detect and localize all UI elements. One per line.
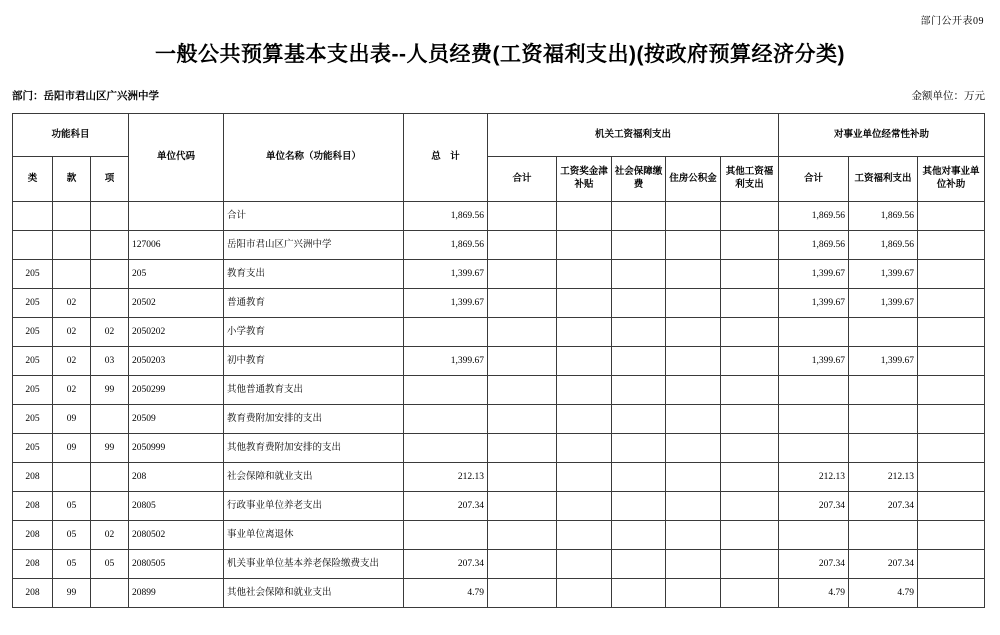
cell-func-xiang (91, 405, 129, 434)
cell-org-3 (666, 492, 721, 521)
cell-org-2 (612, 347, 666, 376)
cell-org-4 (721, 405, 779, 434)
cell-unit-name: 其他社会保障和就业支出 (224, 579, 404, 608)
cell-org-1 (557, 202, 612, 231)
cell-func-xiang (91, 289, 129, 318)
cell-func-kuan: 09 (53, 405, 91, 434)
cell-org-2 (612, 376, 666, 405)
cell-inst-1: 4.79 (849, 579, 918, 608)
cell-func-kuan: 05 (53, 492, 91, 521)
meta-row (12, 88, 985, 103)
cell-unit-code: 2050202 (129, 318, 224, 347)
cell-org-1 (557, 260, 612, 289)
cell-unit-name: 普通教育 (224, 289, 404, 318)
cell-func-kuan (53, 463, 91, 492)
header-org-subtotal: 合计 (488, 157, 557, 202)
cell-unit-code: 2080505 (129, 550, 224, 579)
cell-org-0 (488, 463, 557, 492)
cell-func-lei: 208 (13, 492, 53, 521)
department-label: 部门： (12, 90, 44, 102)
cell-org-3 (666, 202, 721, 231)
cell-org-4 (721, 260, 779, 289)
cell-func-lei: 208 (13, 579, 53, 608)
cell-inst-0 (779, 376, 849, 405)
cell-inst-1: 1,399.67 (849, 260, 918, 289)
cell-unit-name: 岳阳市君山区广兴洲中学 (224, 231, 404, 260)
cell-inst-2 (918, 492, 985, 521)
cell-total: 1,869.56 (404, 231, 488, 260)
cell-unit-name: 机关事业单位基本养老保险缴费支出 (224, 550, 404, 579)
cell-org-4 (721, 521, 779, 550)
cell-total: 207.34 (404, 550, 488, 579)
cell-inst-0 (779, 405, 849, 434)
cell-org-2 (612, 463, 666, 492)
cell-unit-code: 2080502 (129, 521, 224, 550)
cell-org-1 (557, 347, 612, 376)
cell-inst-1: 1,869.56 (849, 202, 918, 231)
table-row (13, 405, 985, 434)
cell-org-1 (557, 405, 612, 434)
cell-func-kuan: 02 (53, 376, 91, 405)
header-org-social-security: 社会保障缴费 (612, 157, 666, 202)
cell-unit-name: 小学教育 (224, 318, 404, 347)
cell-inst-2 (918, 202, 985, 231)
cell-unit-name: 其他教育费附加安排的支出 (224, 434, 404, 463)
cell-org-0 (488, 579, 557, 608)
cell-inst-0: 1,399.67 (779, 289, 849, 318)
table-row (13, 492, 985, 521)
cell-org-4 (721, 202, 779, 231)
cell-unit-code: 2050999 (129, 434, 224, 463)
cell-total: 1,399.67 (404, 260, 488, 289)
header-func-xiang: 项 (91, 157, 129, 202)
cell-func-lei: 205 (13, 405, 53, 434)
header-org-salary-bonus: 工资奖金津补贴 (557, 157, 612, 202)
cell-unit-name: 初中教育 (224, 347, 404, 376)
cell-org-0 (488, 376, 557, 405)
cell-inst-2 (918, 579, 985, 608)
cell-func-kuan: 05 (53, 550, 91, 579)
cell-unit-name: 合计 (224, 202, 404, 231)
cell-inst-1: 212.13 (849, 463, 918, 492)
cell-inst-0: 207.34 (779, 550, 849, 579)
header-func-group: 功能科目 (13, 114, 129, 157)
header-unit-name: 单位名称（功能科目） (224, 114, 404, 202)
cell-inst-2 (918, 550, 985, 579)
header-func-lei: 类 (13, 157, 53, 202)
cell-org-2 (612, 260, 666, 289)
cell-org-4 (721, 376, 779, 405)
cell-inst-0 (779, 521, 849, 550)
table-row (13, 434, 985, 463)
cell-org-3 (666, 521, 721, 550)
cell-func-xiang (91, 492, 129, 521)
cell-org-0 (488, 521, 557, 550)
cell-org-4 (721, 289, 779, 318)
cell-unit-name: 事业单位离退休 (224, 521, 404, 550)
cell-total: 1,399.67 (404, 347, 488, 376)
cell-inst-2 (918, 434, 985, 463)
header-org-housing-fund: 住房公积金 (666, 157, 721, 202)
cell-func-kuan: 02 (53, 347, 91, 376)
cell-func-lei (13, 202, 53, 231)
table-row (13, 376, 985, 405)
cell-inst-2 (918, 289, 985, 318)
cell-org-3 (666, 347, 721, 376)
cell-unit-name: 其他普通教育支出 (224, 376, 404, 405)
cell-org-3 (666, 434, 721, 463)
department-line (12, 88, 159, 103)
cell-func-lei: 205 (13, 434, 53, 463)
cell-org-0 (488, 231, 557, 260)
cell-func-kuan (53, 231, 91, 260)
cell-total: 1,399.67 (404, 289, 488, 318)
cell-org-3 (666, 260, 721, 289)
cell-total (404, 376, 488, 405)
table-row (13, 521, 985, 550)
cell-unit-name: 教育支出 (224, 260, 404, 289)
table-row (13, 318, 985, 347)
cell-unit-name: 教育费附加安排的支出 (224, 405, 404, 434)
cell-func-xiang (91, 202, 129, 231)
cell-func-xiang (91, 579, 129, 608)
cell-org-2 (612, 202, 666, 231)
cell-unit-code: 20509 (129, 405, 224, 434)
cell-func-lei: 208 (13, 463, 53, 492)
cell-func-lei: 205 (13, 318, 53, 347)
header-org-group: 机关工资福利支出 (488, 114, 779, 157)
table-row (13, 231, 985, 260)
cell-total (404, 318, 488, 347)
cell-func-xiang: 02 (91, 521, 129, 550)
cell-org-3 (666, 550, 721, 579)
cell-func-lei: 208 (13, 550, 53, 579)
table-row (13, 463, 985, 492)
cell-func-kuan: 02 (53, 289, 91, 318)
cell-inst-0: 212.13 (779, 463, 849, 492)
cell-unit-name: 社会保障和就业支出 (224, 463, 404, 492)
cell-org-1 (557, 579, 612, 608)
cell-org-0 (488, 202, 557, 231)
cell-inst-1 (849, 434, 918, 463)
cell-org-2 (612, 405, 666, 434)
cell-unit-code: 2050203 (129, 347, 224, 376)
cell-func-xiang (91, 463, 129, 492)
page-title: 一般公共预算基本支出表--人员经费(工资福利支出)(按政府预算经济分类) (155, 43, 845, 66)
cell-org-4 (721, 463, 779, 492)
budget-table (12, 113, 985, 608)
cell-org-1 (557, 289, 612, 318)
header-unit-code: 单位代码 (129, 114, 224, 202)
cell-func-xiang: 99 (91, 434, 129, 463)
cell-org-0 (488, 434, 557, 463)
cell-inst-2 (918, 318, 985, 347)
cell-inst-2 (918, 347, 985, 376)
cell-org-0 (488, 318, 557, 347)
cell-org-3 (666, 318, 721, 347)
cell-inst-0: 207.34 (779, 492, 849, 521)
cell-inst-1 (849, 318, 918, 347)
header-inst-group: 对事业单位经常性补助 (779, 114, 985, 157)
cell-inst-1: 207.34 (849, 492, 918, 521)
cell-func-kuan (53, 260, 91, 289)
cell-inst-2 (918, 376, 985, 405)
cell-org-4 (721, 231, 779, 260)
cell-org-2 (612, 521, 666, 550)
cell-org-0 (488, 289, 557, 318)
cell-func-kuan: 02 (53, 318, 91, 347)
cell-func-kuan: 05 (53, 521, 91, 550)
cell-org-3 (666, 376, 721, 405)
cell-func-kuan: 99 (53, 579, 91, 608)
cell-inst-2 (918, 463, 985, 492)
cell-org-2 (612, 579, 666, 608)
table-row (13, 260, 985, 289)
table-row (13, 579, 985, 608)
table-body (13, 202, 985, 608)
cell-inst-0: 1,869.56 (779, 202, 849, 231)
cell-org-4 (721, 347, 779, 376)
cell-inst-1: 1,399.67 (849, 347, 918, 376)
cell-org-2 (612, 492, 666, 521)
cell-func-xiang (91, 231, 129, 260)
cell-func-lei: 205 (13, 289, 53, 318)
cell-inst-2 (918, 231, 985, 260)
cell-unit-code (129, 202, 224, 231)
cell-org-3 (666, 579, 721, 608)
cell-org-3 (666, 405, 721, 434)
cell-inst-1: 207.34 (849, 550, 918, 579)
cell-func-lei: 205 (13, 260, 53, 289)
cell-inst-2 (918, 521, 985, 550)
cell-inst-0: 4.79 (779, 579, 849, 608)
cell-org-4 (721, 492, 779, 521)
cell-inst-0 (779, 318, 849, 347)
cell-func-kuan (53, 202, 91, 231)
amount-unit-note: 金额单位：万元 (911, 91, 985, 102)
cell-func-xiang: 02 (91, 318, 129, 347)
cell-func-xiang: 03 (91, 347, 129, 376)
cell-org-4 (721, 579, 779, 608)
cell-org-1 (557, 521, 612, 550)
cell-unit-code: 20805 (129, 492, 224, 521)
cell-org-0 (488, 260, 557, 289)
department-name: 岳阳市君山区广兴洲中学 (43, 90, 159, 102)
cell-total (404, 405, 488, 434)
cell-org-1 (557, 231, 612, 260)
cell-total (404, 521, 488, 550)
cell-inst-1: 1,869.56 (849, 231, 918, 260)
table-header (13, 114, 985, 202)
cell-func-lei: 208 (13, 521, 53, 550)
cell-org-2 (612, 231, 666, 260)
cell-inst-1 (849, 405, 918, 434)
cell-org-3 (666, 231, 721, 260)
cell-func-xiang (91, 260, 129, 289)
cell-org-0 (488, 550, 557, 579)
cell-total (404, 434, 488, 463)
cell-org-1 (557, 434, 612, 463)
cell-unit-code: 205 (129, 260, 224, 289)
doc-number: 部门公开表09 (920, 16, 984, 27)
cell-org-4 (721, 434, 779, 463)
cell-org-0 (488, 347, 557, 376)
header-func-kuan: 款 (53, 157, 91, 202)
header-total: 总 计 (404, 114, 488, 202)
cell-org-4 (721, 550, 779, 579)
table-row (13, 550, 985, 579)
header-inst-subtotal: 合计 (779, 157, 849, 202)
cell-func-xiang: 05 (91, 550, 129, 579)
cell-org-0 (488, 405, 557, 434)
cell-org-2 (612, 289, 666, 318)
header-inst-other: 其他对事业单位补助 (918, 157, 985, 202)
cell-org-2 (612, 434, 666, 463)
cell-org-1 (557, 463, 612, 492)
header-org-other-welfare: 其他工资福利支出 (721, 157, 779, 202)
cell-org-0 (488, 492, 557, 521)
cell-org-3 (666, 463, 721, 492)
cell-func-xiang: 99 (91, 376, 129, 405)
cell-total: 212.13 (404, 463, 488, 492)
cell-org-1 (557, 376, 612, 405)
cell-inst-0 (779, 434, 849, 463)
cell-unit-name: 行政事业单位养老支出 (224, 492, 404, 521)
cell-unit-code: 20899 (129, 579, 224, 608)
cell-func-lei (13, 231, 53, 260)
cell-inst-0: 1,399.67 (779, 260, 849, 289)
cell-inst-2 (918, 260, 985, 289)
cell-org-3 (666, 289, 721, 318)
cell-org-1 (557, 318, 612, 347)
cell-inst-0: 1,399.67 (779, 347, 849, 376)
cell-inst-2 (918, 405, 985, 434)
table-row (13, 202, 985, 231)
cell-unit-code: 208 (129, 463, 224, 492)
cell-total: 1,869.56 (404, 202, 488, 231)
cell-inst-1 (849, 521, 918, 550)
cell-func-kuan: 09 (53, 434, 91, 463)
cell-total: 207.34 (404, 492, 488, 521)
cell-inst-1 (849, 376, 918, 405)
cell-func-lei: 205 (13, 376, 53, 405)
table-row (13, 347, 985, 376)
cell-org-1 (557, 550, 612, 579)
cell-org-1 (557, 492, 612, 521)
cell-inst-1: 1,399.67 (849, 289, 918, 318)
cell-org-4 (721, 318, 779, 347)
cell-func-lei: 205 (13, 347, 53, 376)
header-inst-welfare: 工资福利支出 (849, 157, 918, 202)
cell-unit-code: 127006 (129, 231, 224, 260)
cell-inst-0: 1,869.56 (779, 231, 849, 260)
cell-total: 4.79 (404, 579, 488, 608)
cell-unit-code: 20502 (129, 289, 224, 318)
cell-org-2 (612, 318, 666, 347)
cell-unit-code: 2050299 (129, 376, 224, 405)
table-row (13, 289, 985, 318)
cell-org-2 (612, 550, 666, 579)
